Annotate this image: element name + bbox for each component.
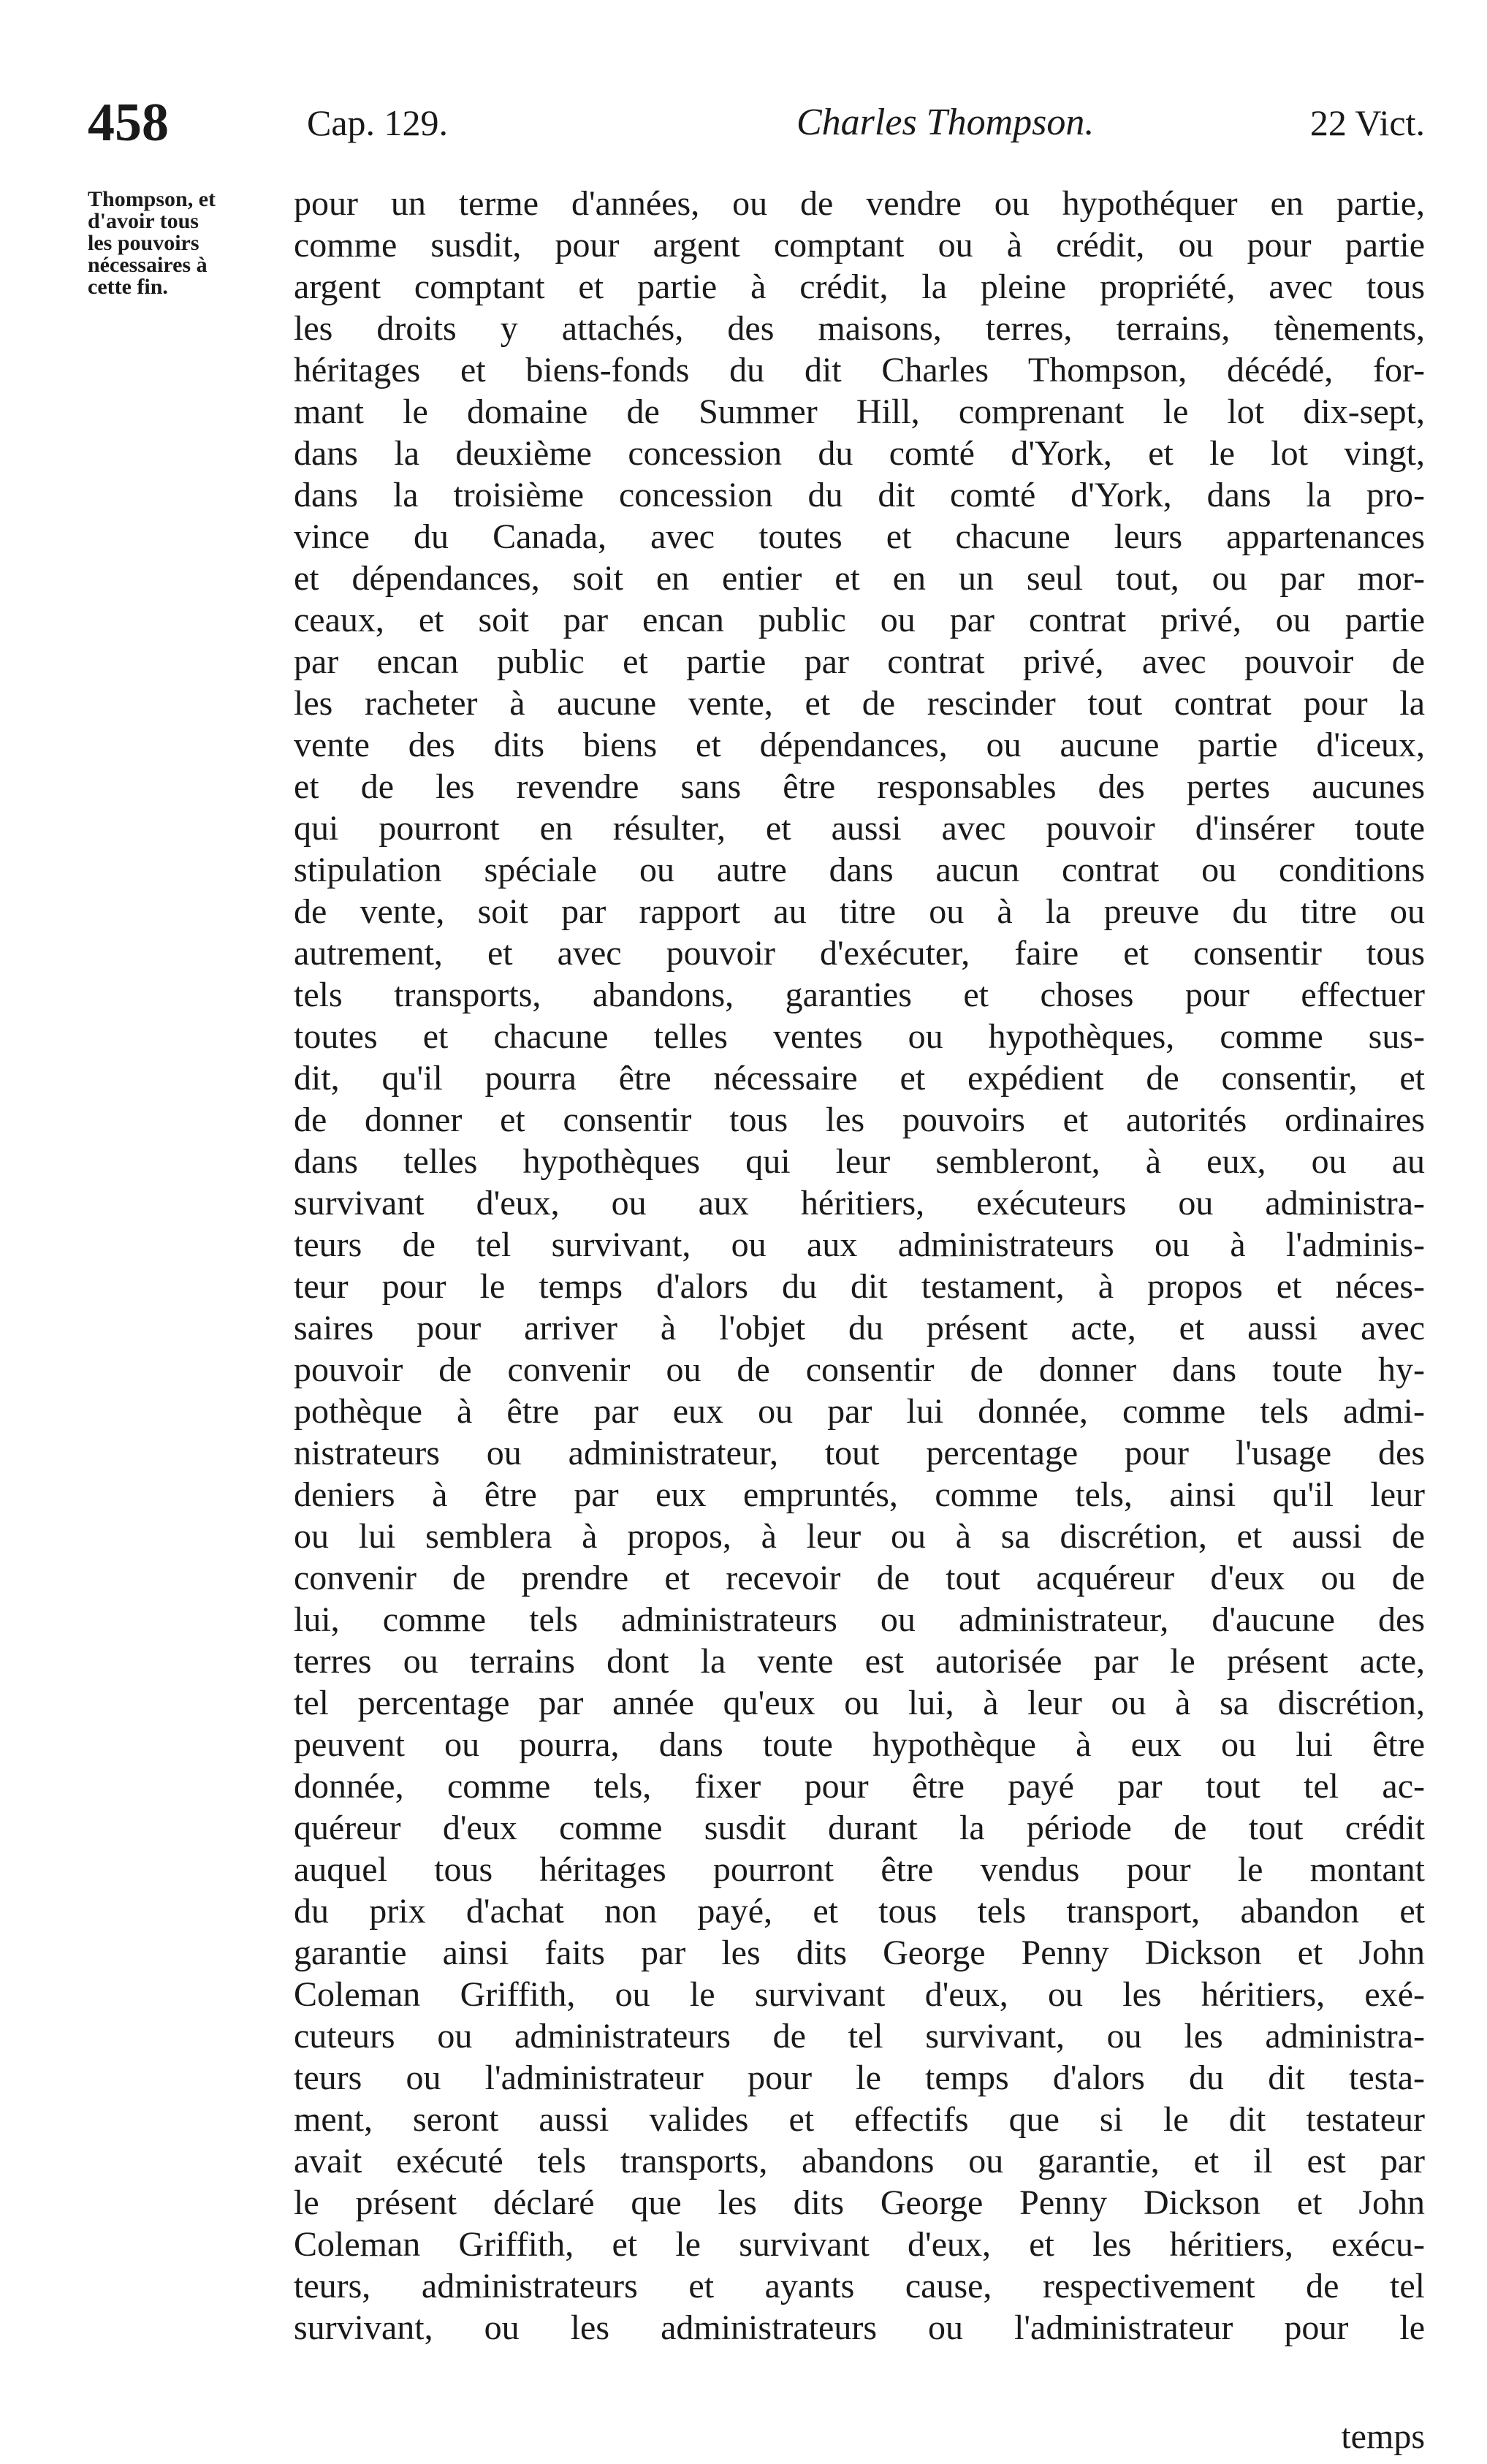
text-line: deniers à être par eux empruntés, comme tels, ainsi qu'il leur [294,1475,1425,1514]
text-line: saires pour arriver à l'objet du présent acte, et aussi avec [294,1309,1425,1347]
text-line: pour un terme d'années, ou de vendre ou hypothéquer en partie, [294,184,1425,223]
running-header [88,94,1425,152]
text-line: lui, comme tels administrateurs ou administrateur, d'aucune des [294,1600,1425,1639]
text-line: teurs de tel survivant, ou aux administrateurs ou à l'adminis- [294,1225,1425,1264]
text-line: nistrateurs ou administrateur, tout percentage pour l'usage des [294,1434,1425,1472]
text-line: qui pourront en résulter, et aussi avec pouvoir d'insérer toute [294,809,1425,848]
text-line: toutes et chacune telles ventes ou hypothèques, comme sus- [294,1017,1425,1056]
text-line: par encan public et partie par contrat privé, avec pouvoir de [294,642,1425,681]
text-line: héritages et biens-fonds du dit Charles Thompson, décédé, for- [294,351,1425,389]
margin-note [88,189,278,298]
text-line: teurs ou l'administrateur pour le temps d'alors du dit testa- [294,2058,1425,2097]
margin-note-line: Thompson, et [88,187,216,211]
text-line: Coleman Griffith, ou le survivant d'eux, ou les héritiers, exé- [294,1975,1425,2014]
text-line: stipulation spéciale ou autre dans aucun contrat ou conditions [294,851,1425,889]
text-line: peuvent ou pourra, dans toute hypothèque à eux ou lui être [294,1725,1425,1764]
text-line: tels transports, abandons, garanties et choses pour effectuer [294,976,1425,1014]
text-line: quéreur d'eux comme susdit durant la période de tout crédit [294,1809,1425,1847]
text-line: du prix d'achat non payé, et tous tels transport, abandon et [294,1892,1425,1931]
regnal-year: 22 Vict. [1309,102,1425,143]
text-line: terres ou terrains dont la vente est autorisée par le présent acte, [294,1642,1425,1681]
text-line: argent comptant et partie à crédit, la pleine propriété, avec tous [294,267,1425,306]
text-line: teur pour le temps d'alors du dit testament, à propos et néces- [294,1267,1425,1306]
body-text [294,183,1425,2349]
text-line: de vente, soit par rapport au titre ou à la preuve du titre ou [294,892,1425,931]
text-line: pouvoir de convenir ou de consentir de donner dans toute hy- [294,1350,1425,1389]
text-line: vince du Canada, avec toutes et chacune leurs appartenances [294,517,1425,556]
text-line: et dépendances, soit en entier et en un seul tout, ou par mor- [294,559,1425,598]
running-title: Charles Thompson. [796,102,1095,143]
text-line: et de les revendre sans être responsables des pertes aucunes [294,767,1425,806]
text-line: vente des dits biens et dépendances, ou aucune partie d'iceux, [294,726,1425,764]
text-line: cuteurs ou administrateurs de tel survivant, ou les administra- [294,2017,1425,2056]
margin-note-line: les pouvoirs [88,231,199,255]
text-line: Coleman Griffith, et le survivant d'eux, et les héritiers, exécu- [294,2225,1425,2264]
text-line: teurs, administrateurs et ayants cause, respectivement de tel [294,2267,1425,2305]
text-line: avait exécuté tels transports, abandons ou garantie, et il est par [294,2142,1425,2180]
page-number: 458 [88,93,169,153]
text-line: dans la troisième concession du dit comté d'York, dans la pro- [294,476,1425,514]
text-line: les droits y attachés, des maisons, terres, terrains, tènements, [294,309,1425,348]
text-line: garantie ainsi faits par les dits George Penny Dickson et John [294,1933,1425,1972]
text-line: les racheter à aucune vente, et de rescinder tout contrat pour la [294,684,1425,723]
margin-note-line: nécessaires à [88,253,208,277]
text-line: convenir de prendre et recevoir de tout acquéreur d'eux ou de [294,1559,1425,1597]
text-line: ment, seront aussi valides et effectifs que si le dit testateur [294,2100,1425,2139]
text-line: pothèque à être par eux ou par lui donnée, comme tels admi- [294,1392,1425,1431]
text-line: de donner et consentir tous les pouvoirs et autorités ordinaires [294,1100,1425,1139]
catchword: temps [1341,2417,1425,2456]
text-line: auquel tous héritages pourront être vendus pour le montant [294,1850,1425,1889]
text-line: mant le domaine de Summer Hill, comprenant le lot dix-sept, [294,392,1425,431]
text-line: ceaux, et soit par encan public ou par contrat privé, ou partie [294,601,1425,639]
text-line: dans telles hypothèques qui leur sembleront, à eux, ou au [294,1142,1425,1181]
margin-note-line: d'avoir tous [88,209,199,233]
text-line: dit, qu'il pourra être nécessaire et expédient de consentir, et [294,1059,1425,1098]
text-line: comme susdit, pour argent comptant ou à crédit, ou pour partie [294,226,1425,265]
text-line: donnée, comme tels, fixer pour être payé par tout tel ac- [294,1767,1425,1806]
text-line: dans la deuxième concession du comté d'York, et le lot vingt, [294,434,1425,473]
text-line: ou lui semblera à propos, à leur ou à sa discrétion, et aussi de [294,1517,1425,1556]
text-line: le présent déclaré que les dits George Penny Dickson et John [294,2183,1425,2222]
text-line: survivant d'eux, ou aux héritiers, exécuteurs ou administra- [294,1184,1425,1223]
text-line: autrement, et avec pouvoir d'exécuter, faire et consentir tous [294,934,1425,973]
chapter-number: Cap. 129. [307,102,449,143]
margin-note-line: cette fin. [88,275,168,299]
text-line: survivant, ou les administrateurs ou l'administrateur pour le [294,2308,1425,2347]
text-line: tel percentage par année qu'eux ou lui, à leur ou à sa discrétion, [294,1684,1425,1722]
